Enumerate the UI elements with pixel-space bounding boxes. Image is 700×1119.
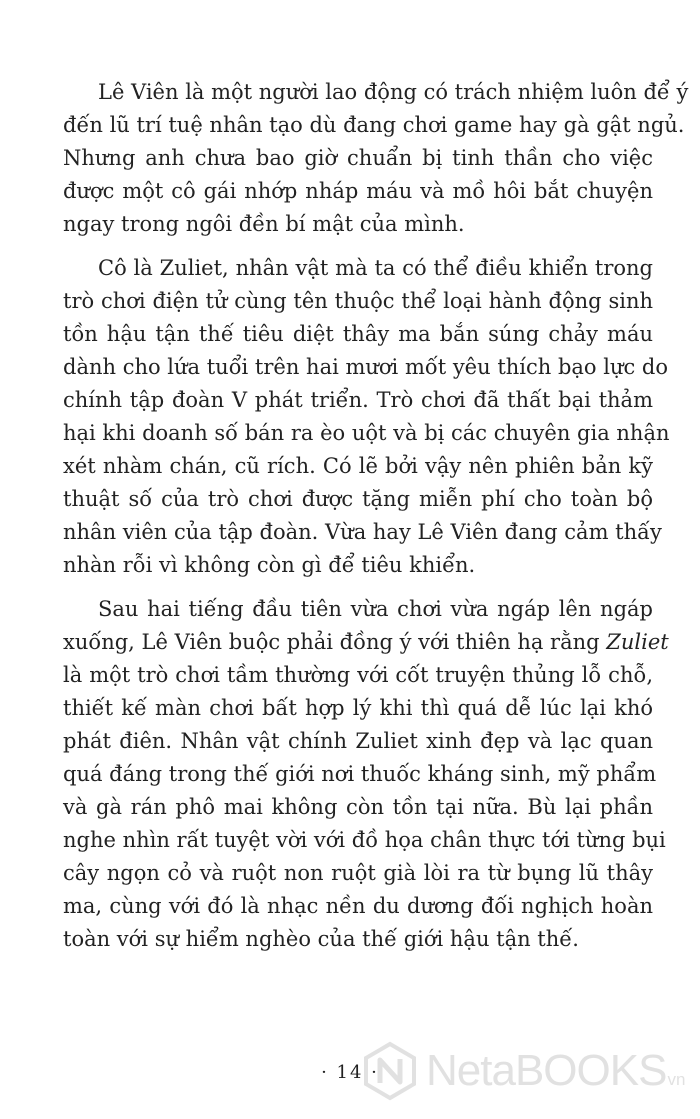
netabooks-logo-icon xyxy=(360,1041,420,1101)
text-line: Sau hai tiếng đầu tiên vừa chơi vừa ngáp lên ngáp xyxy=(98,597,653,621)
text-line: xét nhàm chán, cũ rích. Có lẽ bởi vậy nên phiên bản kỹ xyxy=(63,454,653,478)
italic-title: Zuliet xyxy=(606,630,669,654)
text-line: chính tập đoàn V phát triển. Trò chơi đã thất bại thảm xyxy=(63,388,653,412)
text-line: là một trò chơi tầm thường với cốt truyện thủng lỗ chỗ, xyxy=(63,663,653,687)
watermark xyxy=(360,1036,695,1106)
text-line: nghe nhìn rất tuyệt vời với đồ họa chân thực tới từng bụi xyxy=(63,828,666,852)
watermark-text: NetaBOOKS xyxy=(426,1046,667,1095)
paragraph-2 xyxy=(63,252,670,582)
watermark-suffix: vn xyxy=(667,1070,686,1089)
text-line: và gà rán phô mai không còn tồn tại nữa. Bù lại phần xyxy=(63,795,653,819)
text-line: dành cho lứa tuổi trên hai mươi mốt yêu thích bạo lực do xyxy=(63,355,669,379)
text-line: được một cô gái nhớp nháp máu và mồ hôi bắt chuyện xyxy=(63,179,653,203)
text-line: nhân viên của tập đoàn. Vừa hay Lê Viên đang cảm thấy xyxy=(63,520,662,544)
text-line: đến lũ trí tuệ nhân tạo dù đang chơi game hay gà gật ngủ. xyxy=(63,113,685,137)
page-number: · 14 · xyxy=(321,1062,379,1083)
text-line xyxy=(63,626,669,659)
text-line: ngay trong ngôi đền bí mật của mình. xyxy=(63,212,465,236)
text-line: Cô là Zuliet, nhân vật mà ta có thể điều khiển trong xyxy=(98,256,653,280)
text-line: phát điên. Nhân vật chính Zuliet xinh đẹp và lạc quan xyxy=(63,729,653,753)
text-line: toàn với sự hiểm nghèo của thế giới hậu tận thế. xyxy=(63,927,579,951)
text-run: xuống, Lê Viên buộc phải đồng ý với thiên hạ rằng xyxy=(63,630,600,654)
text-line: Nhưng anh chưa bao giờ chuẩn bị tinh thần cho việc xyxy=(63,146,653,170)
text-line: cây ngọn cỏ và ruột non ruột già lòi ra từ bụng lũ thây xyxy=(63,861,653,885)
text-line: trò chơi điện tử cùng tên thuộc thể loại hành động sinh xyxy=(63,289,653,313)
text-line: Lê Viên là một người lao động có trách nhiệm luôn để ý xyxy=(98,80,689,104)
text-line: quá đáng trong thế giới nơi thuốc kháng sinh, mỹ phẩm xyxy=(63,762,657,786)
text-line: tồn hậu tận thế tiêu diệt thây ma bắn súng chảy máu xyxy=(63,322,653,346)
paragraph-3 xyxy=(63,593,669,956)
text-line: thiết kế màn chơi bất hợp lý khi thì quá dễ lúc lại khó xyxy=(63,696,653,720)
text-line: nhàn rỗi vì không còn gì để tiêu khiển. xyxy=(63,553,476,577)
text-line: hại khi doanh số bán ra èo uột và bị các chuyên gia nhận xyxy=(63,421,670,445)
text-line: thuật số của trò chơi được tặng miễn phí cho toàn bộ xyxy=(63,487,653,511)
paragraph-1 xyxy=(63,76,689,241)
text-line: ma, cùng với đó là nhạc nền du dương đối nghịch hoàn xyxy=(63,894,653,918)
body-text xyxy=(63,76,689,956)
